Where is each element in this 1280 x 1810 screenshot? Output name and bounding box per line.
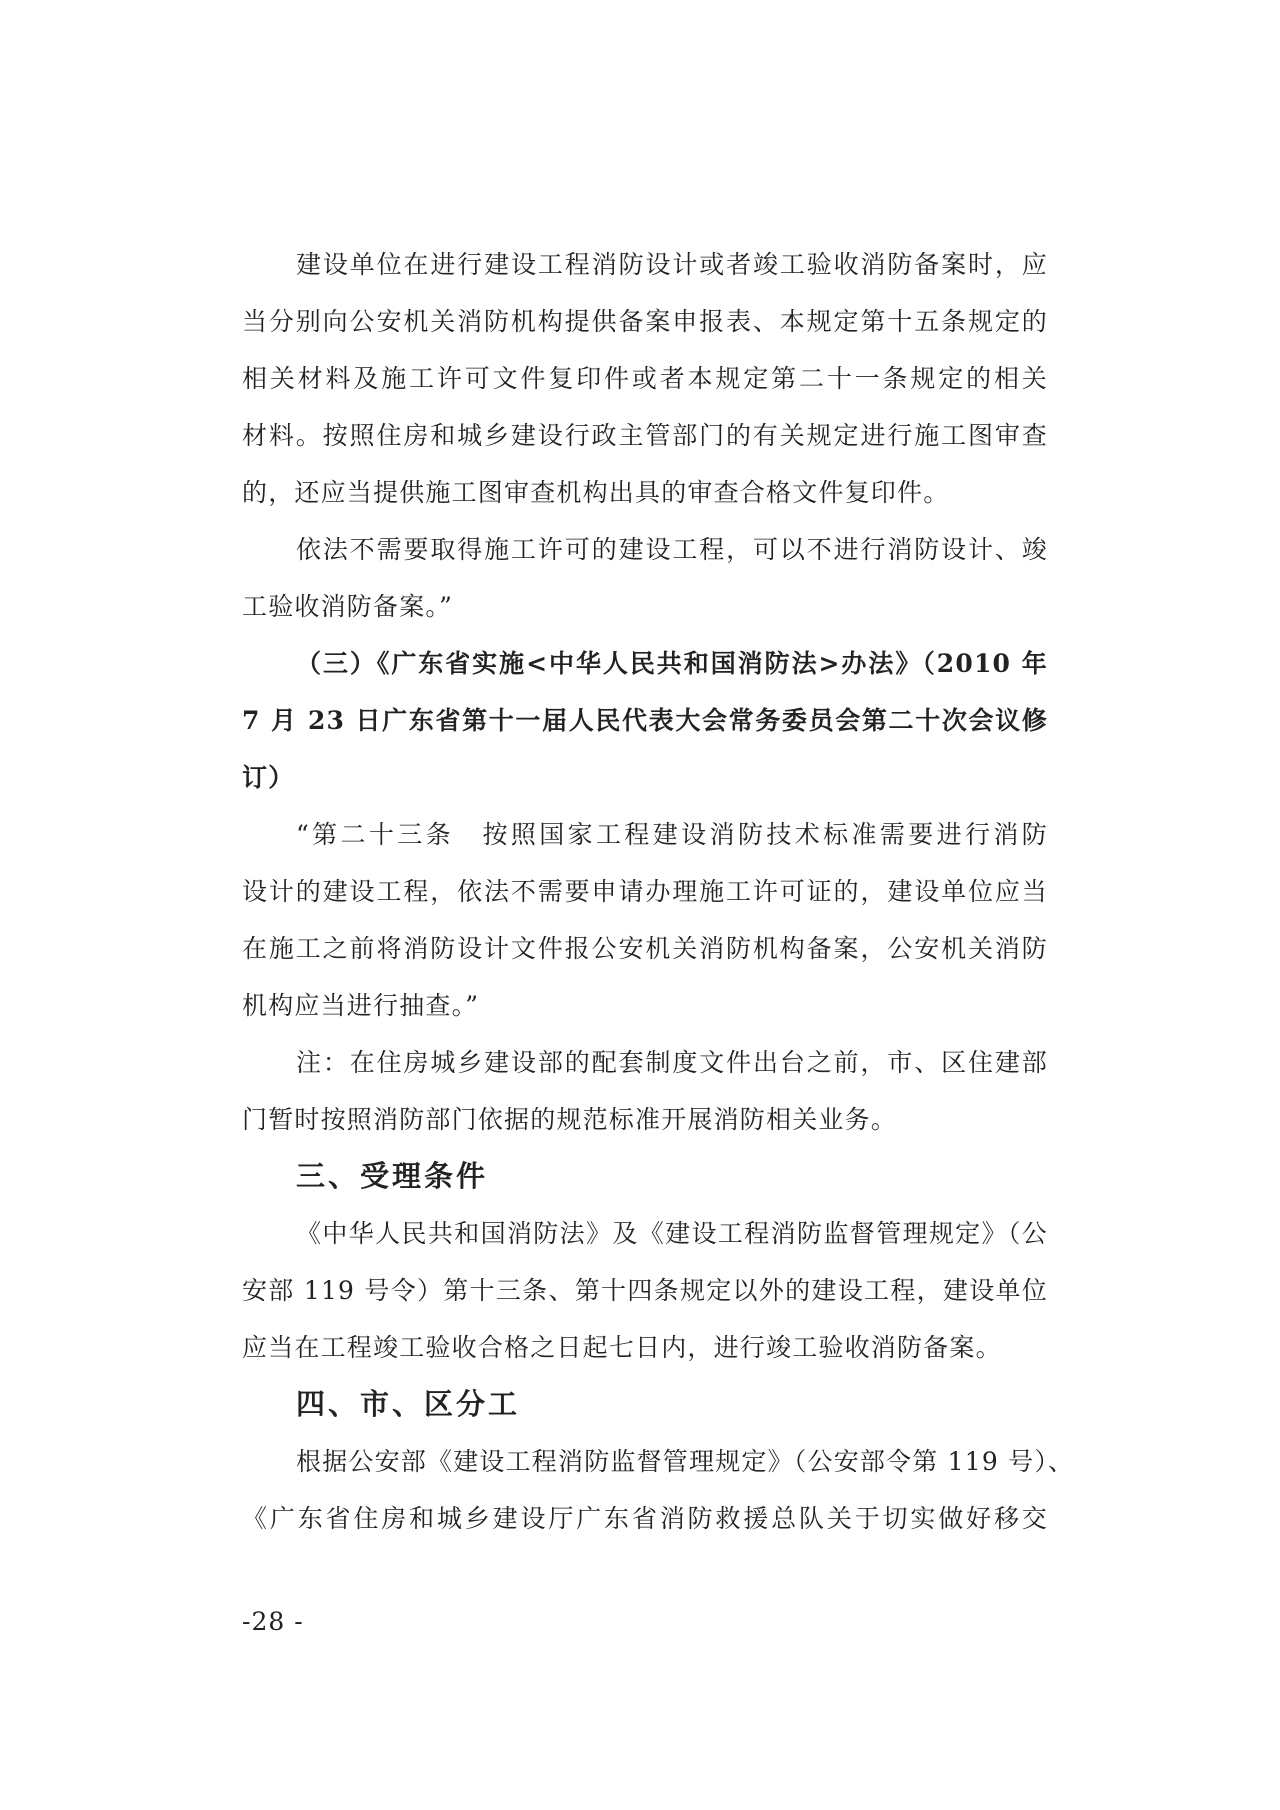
paragraph-4-line-3: 在施工之前将消防设计文件报公安机关消防机构备案，公安机关消防 bbox=[242, 934, 1048, 963]
paragraph-4-line-2: 设计的建设工程，依法不需要申请办理施工许可证的，建设单位应当 bbox=[242, 877, 1048, 906]
paragraph-7-line-1: 根据公安部《建设工程消防监督管理规定》（公安部令第 119 号）、 bbox=[296, 1447, 1075, 1476]
law-title-line-3: 订） bbox=[242, 763, 295, 792]
paragraph-2-line-1: 依法不需要取得施工许可的建设工程，可以不进行消防设计、竣 bbox=[296, 535, 1048, 564]
page-number: -28 - bbox=[242, 1607, 304, 1636]
paragraph-7-line-2: 《广东省住房和城乡建设厅广东省消防救援总队关于切实做好移交 bbox=[242, 1504, 1048, 1533]
section-heading-division-of-work: 四、市、区分工 bbox=[296, 1387, 521, 1421]
paragraph-6-line-1: 《中华人民共和国消防法》及《建设工程消防监督管理规定》（公 bbox=[296, 1219, 1048, 1248]
paragraph-1-line-2: 当分别向公安机关消防机构提供备案申报表、本规定第十五条规定的 bbox=[242, 307, 1048, 336]
note-line-1: 注：在住房城乡建设部的配套制度文件出台之前，市、区住建部 bbox=[296, 1048, 1048, 1077]
note-line-2: 门暂时按照消防部门依据的规范标准开展消防相关业务。 bbox=[242, 1105, 898, 1134]
section-heading-acceptance-conditions: 三、受理条件 bbox=[296, 1159, 489, 1193]
paragraph-1-line-3: 相关材料及施工许可文件复印件或者本规定第二十一条规定的相关 bbox=[242, 364, 1048, 393]
paragraph-1-line-1: 建设单位在进行建设工程消防设计或者竣工验收消防备案时，应 bbox=[296, 250, 1048, 279]
paragraph-4-line-4: 机构应当进行抽查。” bbox=[242, 991, 480, 1020]
law-title-line-1: （三）《广东省实施<中华人民共和国消防法>办法》（2010 年 bbox=[296, 649, 1048, 678]
paragraph-6-line-2: 安部 119 号令）第十三条、第十四条规定以外的建设工程，建设单位 bbox=[242, 1276, 1048, 1305]
paragraph-4-line-1: “第二十三条 按照国家工程建设消防技术标准需要进行消防 bbox=[296, 820, 1048, 849]
paragraph-6-line-3: 应当在工程竣工验收合格之日起七日内，进行竣工验收消防备案。 bbox=[242, 1333, 1002, 1362]
paragraph-1-line-4: 材料。按照住房和城乡建设行政主管部门的有关规定进行施工图审查 bbox=[242, 421, 1048, 450]
paragraph-1-line-5: 的，还应当提供施工图审查机构出具的审查合格文件复印件。 bbox=[242, 478, 950, 507]
paragraph-2-line-2: 工验收消防备案。” bbox=[242, 592, 454, 621]
law-title-line-2: 7 月 23 日广东省第十一届人民代表大会常务委员会第二十次会议修 bbox=[242, 706, 1048, 735]
